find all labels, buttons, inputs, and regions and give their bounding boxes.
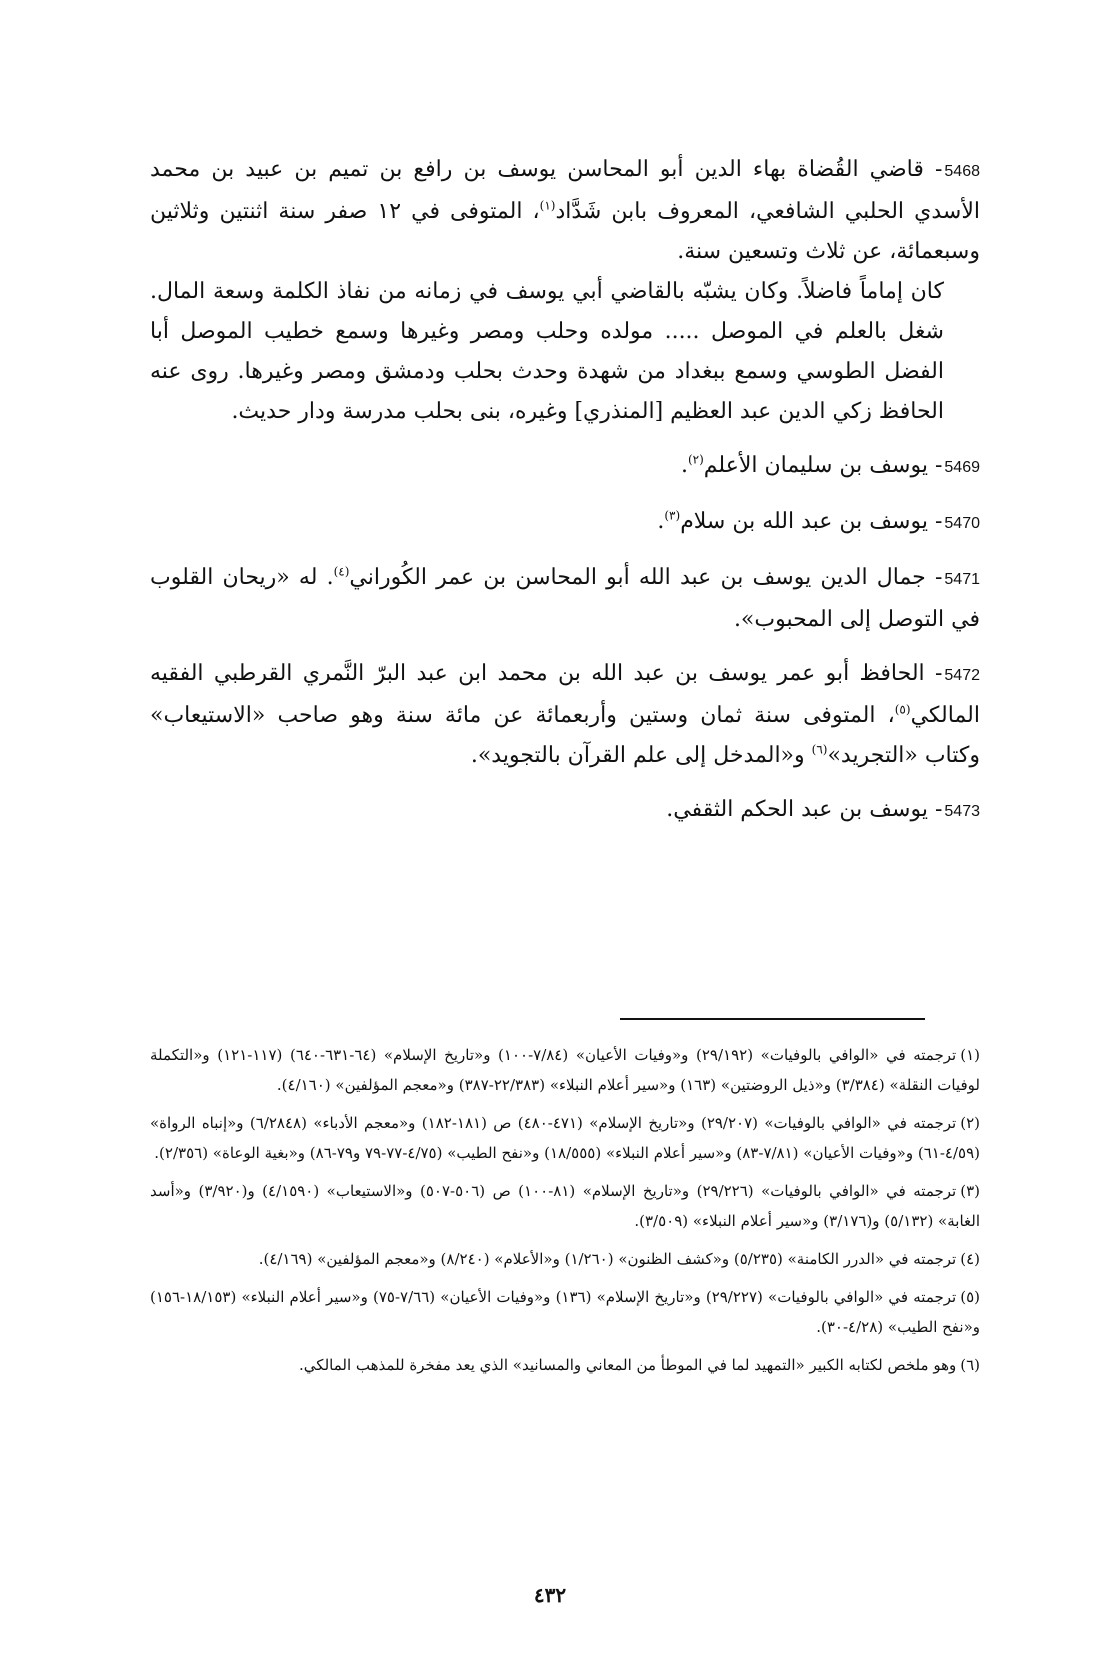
footnote-label: (٥) [960,1288,980,1306]
entry-text: - يوسف بن سليمان الأعلم [703,453,943,478]
footnote-divider [620,1018,925,1020]
footnote-ref: (٣) [664,508,681,523]
entry-tail: و«المدخل إلى علم القرآن بالتجويد». [470,743,812,768]
entry-tail: ، المتوفى سنة ثمان وستين وأربعمائة عن مائة سنة وهو صاحب «الاستيعاب» وكتاب «التجريد» [150,703,980,768]
entry-5468 [150,150,980,432]
entry-number: 5472 [944,667,980,684]
footnote-ref: (٥) [894,702,911,717]
entry-5473 [150,790,980,832]
entry-number: 5468 [944,163,980,180]
entry-number: 5473 [944,803,980,820]
footnote [150,1244,980,1274]
footnote [150,1176,980,1236]
entry-text: - جمال الدين يوسف بن عبد الله أبو المحاسن بن عمر الكُوراني [349,565,943,590]
footnote-ref: (٤) [333,564,350,579]
footnote-label: (٣) [960,1182,981,1200]
footnote-label: (٦) [960,1356,980,1374]
footnote-label: (٤) [960,1250,980,1268]
entry-number: 5469 [944,459,980,476]
footnote-label: (١) [960,1046,980,1064]
entry-text: - قاضي القُضاة بهاء الدين أبو المحاسن يوسف بن رافع بن تميم بن عبيد بن محمد الأسدي الحلبي الشافعي، المعروف بابن شَدَّاد [150,157,980,224]
entry-number: 5470 [944,515,980,532]
footnote-ref: (١) [539,198,556,213]
entry-5471 [150,558,980,640]
footnote-text: ترجمته في «الوافي بالوفيات» (٢٩/٢٢٦) و«تاريخ الإسلام» (٨١-١٠٠) ص (٥٠٦-٥٠٧) و«الاستيعاب» (٤/١٥٩٠) و(٣/٩٢٠) و«أسد الغابة» (٥/١٣٢) و(٣/١٧٦) و«سير أعلام النبلاء» (٣/٥٠٩). [150,1182,980,1230]
footnote-ref: (٢) [687,452,704,467]
footnotes [150,1040,980,1388]
entry-5472 [150,654,980,776]
footnote-text: ترجمته في «الدرر الكامنة» (٥/٢٣٥) و«كشف الظنون» (١/٢٦٠) و«الأعلام» (٨/٢٤٠) و«معجم المؤلفين» (٤/١٦٩). [258,1250,957,1268]
entry-text-continued: ، المتوفى في ١٢ صفر سنة اثنتين وثلاثين وسبعمائة، عن ثلاث وتسعين سنة. [150,199,980,264]
footnote-ref: (٦) [811,742,828,757]
main-text [150,150,980,846]
entry-number: 5471 [944,571,980,588]
entry-text: - يوسف بن عبد الله بن سلام [680,509,943,534]
entry-paragraph: كان إماماً فاضلاً. وكان يشبّه بالقاضي أبي يوسف في زمانه من نفاذ الكلمة وسعة المال. شغل بالعلم في الموصل ..... مولده وحلب ومصر وغيرها وسمع خطيب الموصل أبا الفضل الطوسي وسمع ببغداد من شهدة وحدث بحلب ودمشق ومصر وغيرها. روى عنه الحافظ زكي الدين عبد العظيم [المنذري] وغيره، بنى بحلب مدرسة ودار حديث. [150,279,944,424]
entry-5470 [150,502,980,544]
footnote [150,1350,980,1380]
footnote-text: ترجمته في «الوافي بالوفيات» (٢٩/٢٢٧) و«تاريخ الإسلام» (١٣٦) و«وفيات الأعيان» (٧/٦٦-٧٥) و«سير أعلام النبلاء» (١٨/١٥٣-١٥٦) و«نفح الطيب» (٤/٢٨-٣٠). [150,1288,980,1336]
entry-tail: . [657,509,665,534]
footnote-text: وهو ملخص لكتابه الكبير «التمهيد لما في الموطأ من المعاني والمسانيد» الذي يعد مفخرة للمذهب المالكي. [299,1356,957,1374]
footnote [150,1108,980,1168]
footnote-label: (٢) [960,1114,981,1132]
entry-text: - الحافظ أبو عمر يوسف بن عبد الله بن محمد ابن عبد البرّ النَّمري القرطبي الفقيه المالكي [150,661,980,728]
footnote-text: ترجمته في «الوافي بالوفيات» (٢٩/١٩٢) و«وفيات الأعيان» (٧/٨٤-١٠٠) و«تاريخ الإسلام» (٦٤-٦٣١-٦٤٠) (١١٧-١٢١) و«التكملة لوفيات النقلة» (٣/٣٨٤) و«ذيل الروضتين» (١٦٣) و«سير أعلام النبلاء» (٢٢/٣٨٣-٣٨٧) و«معجم المؤلفين» (٤/١٦٠). [150,1046,980,1094]
page-number: ٤٣٢ [533,1583,567,1607]
entry-5469 [150,446,980,488]
entry-text: - يوسف بن عبد الحكم الثقفي. [666,797,943,822]
footnote [150,1040,980,1100]
entry-tail: . [680,453,688,478]
footnote [150,1282,980,1342]
footnote-text: ترجمته في «الوافي بالوفيات» (٢٩/٢٠٧) و«تاريخ الإسلام» (٤٧١-٤٨٠) ص (١٨١-١٨٢) و«معجم الأدباء» (٦/٢٨٤٨) و«إنباه الرواة» (٤/٥٩-٦١) و«وفيات الأعيان» (٧/٨١-٨٣) و«سير أعلام النبلاء» (١٨/٥٥٥) و«نفح الطيب» (٤/٧٥-٧٧-٧٩ و٧٩-٨٦) و«بغية الوعاة» (٢/٣٥٦). [150,1114,980,1162]
entry-tail: . له «ريحان القلوب في التوصل إلى المحبوب». [150,565,980,632]
